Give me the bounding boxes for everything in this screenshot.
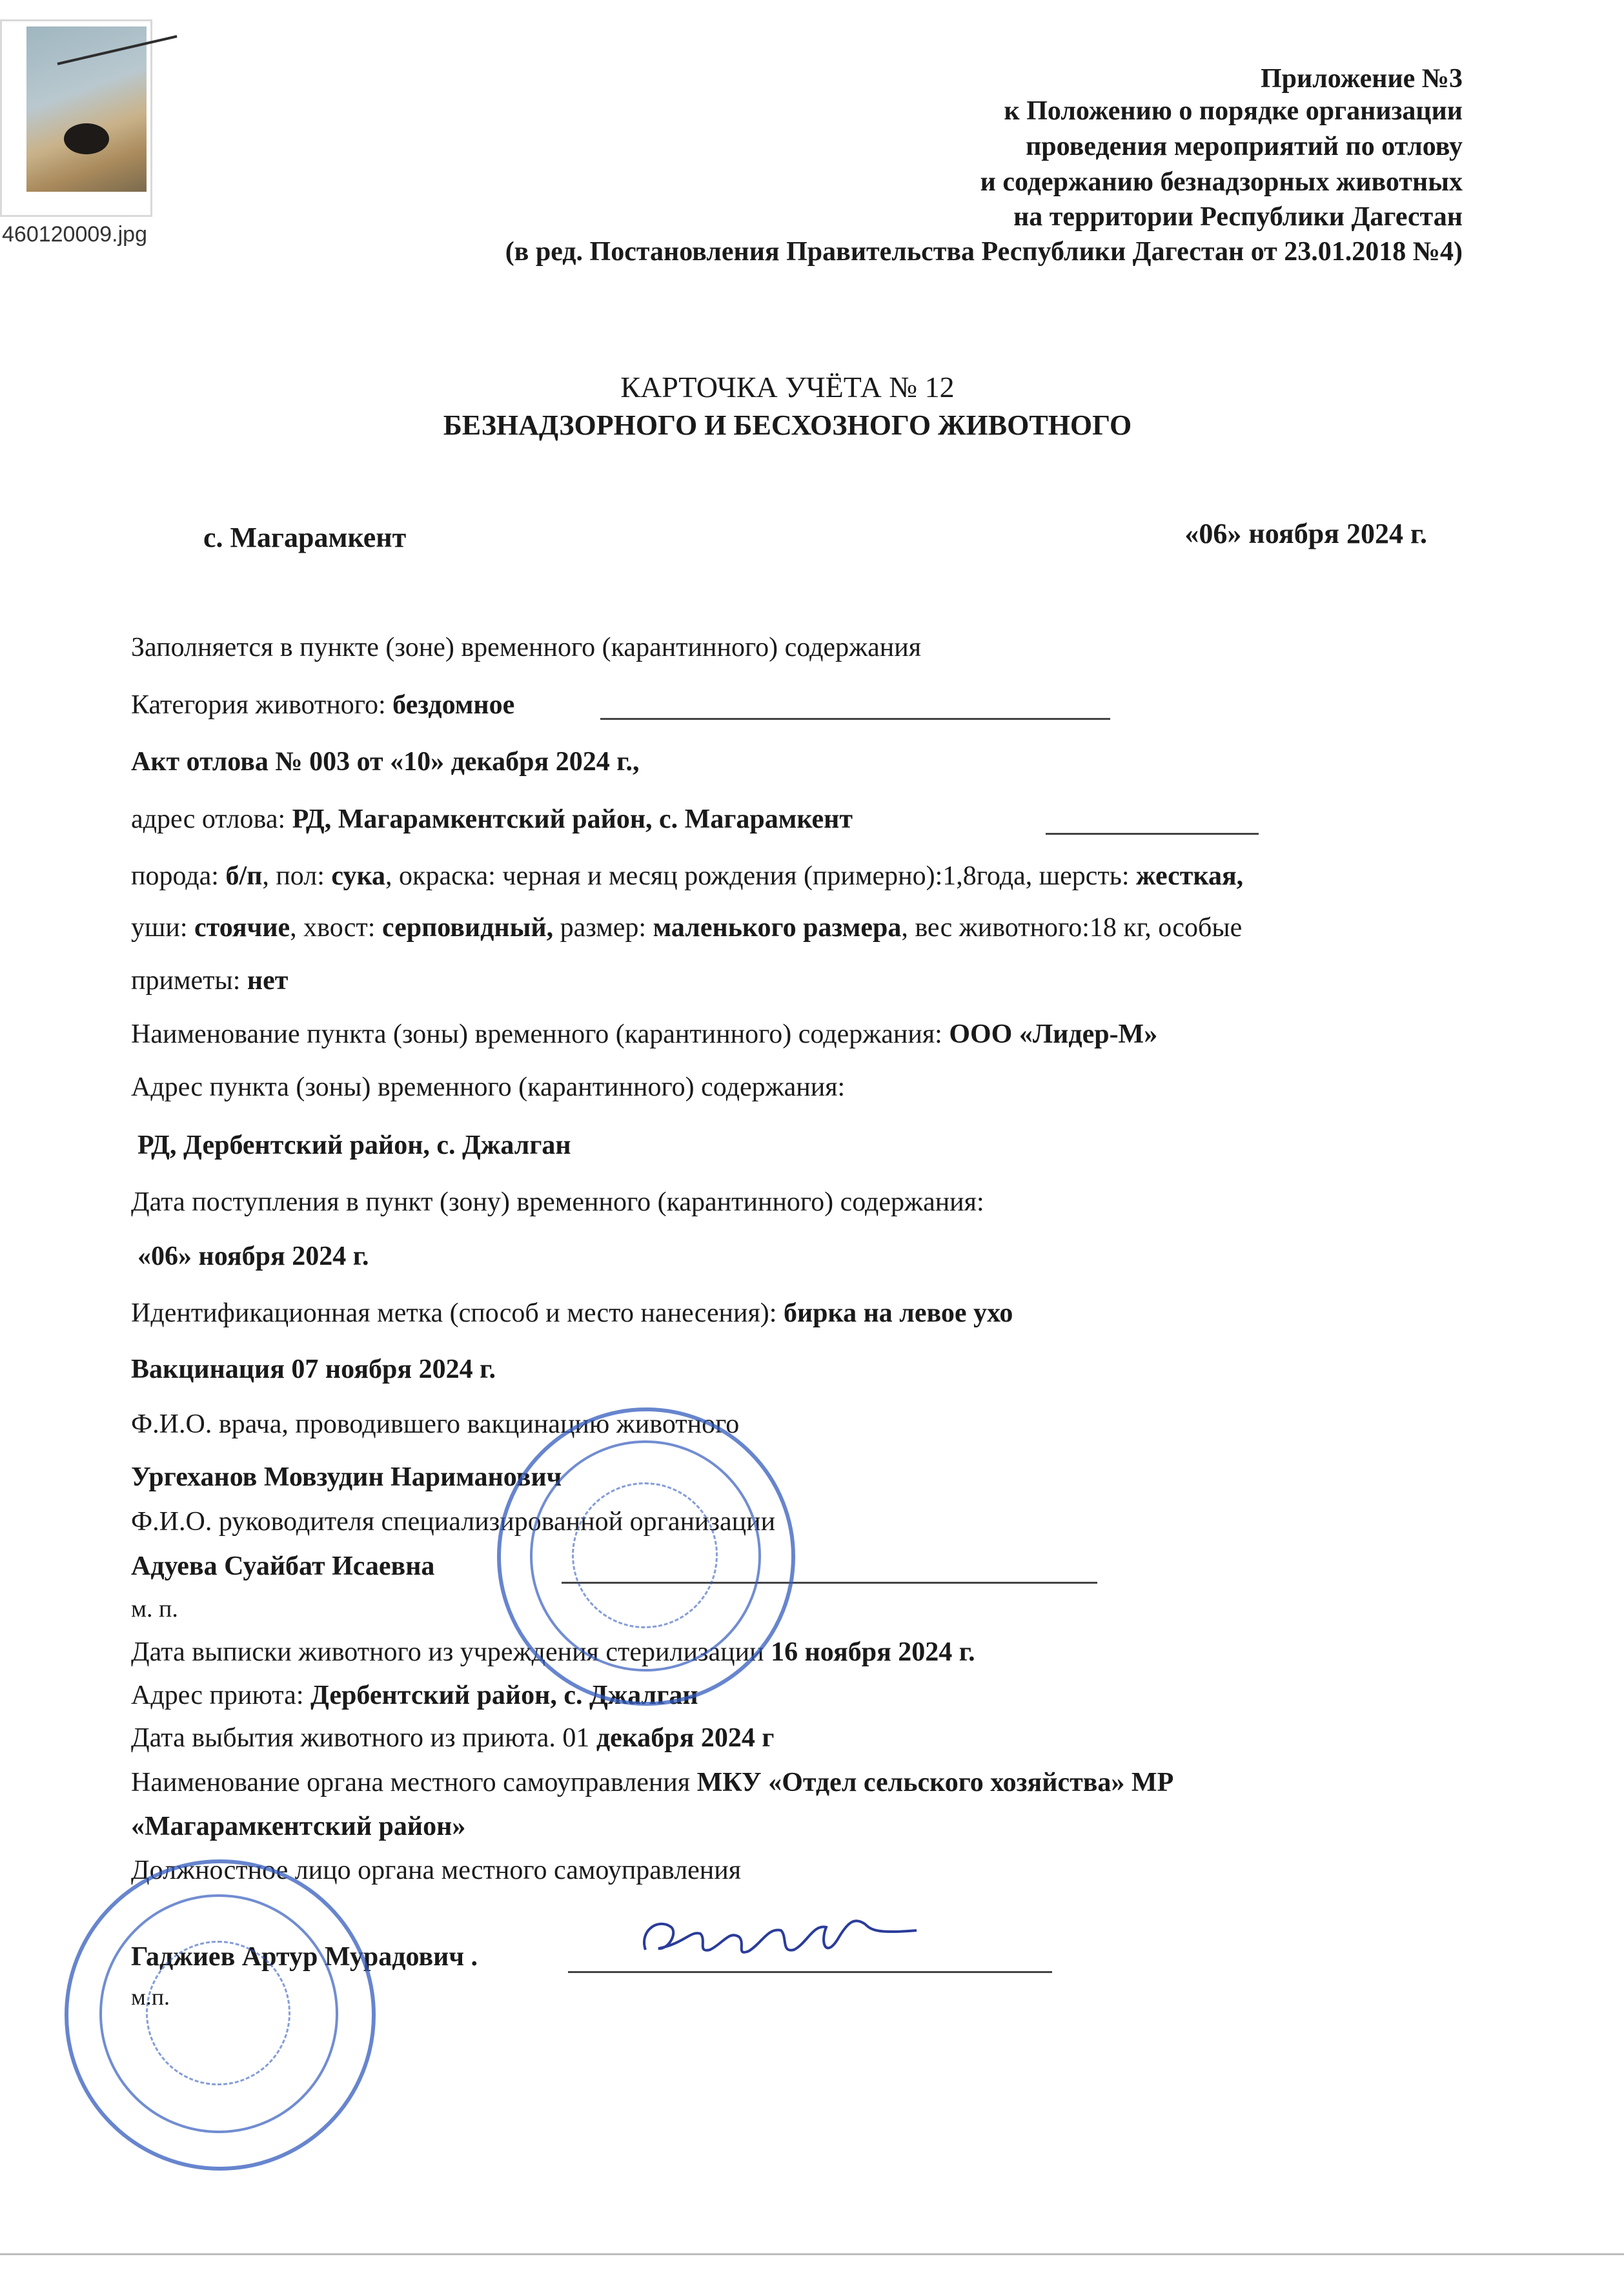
thumbnail-filename: 460120009.jpg: [2, 222, 148, 247]
color-label: , окраска: черная и месяц рождения (примерно):: [385, 861, 943, 891]
shelter-address-value: РД, Дербентский район, с. Джалган: [137, 1130, 571, 1160]
description-row-2: [131, 912, 1242, 943]
description-row-1: [131, 861, 1243, 892]
official-name: Гаджиев Артур Мурадович .: [131, 1942, 478, 1972]
official-label: Должностное лицо органа местного самоуправления: [131, 1856, 742, 1885]
shelter-value: Дербентский район, с. Джалган: [310, 1681, 698, 1710]
discharge-label: Дата выписки животного из учреждения стерилизации: [131, 1637, 771, 1667]
authority-row: [131, 1767, 1173, 1798]
catch-act: Акт отлова № 003 от «10» декабря 2024 г.,: [131, 747, 640, 777]
shelter-address-label: Адрес пункта (зоны) временного (карантинного) содержания:: [131, 1072, 846, 1102]
authority-value: МКУ «Отдел сельского хозяйства» МР: [696, 1768, 1174, 1797]
size-value: маленького размера: [653, 913, 902, 943]
header-line-2: проведения мероприятий по отлову: [1026, 132, 1463, 161]
appendix-number: Приложение №3: [1260, 64, 1463, 94]
photo-detail: [57, 35, 178, 65]
header-line-5: (в ред. Постановления Правительства Республики Дагестан от 23.01.2018 №4): [505, 237, 1463, 267]
id-mark-value: бирка на левое ухо: [783, 1298, 1013, 1328]
age-value: 1,8года: [942, 861, 1026, 891]
category-value: бездомное: [392, 690, 515, 720]
arrival-date-label: Дата поступления в пункт (зону) временного (карантинного) содержания:: [131, 1187, 984, 1217]
shelter-label: Адрес приюта:: [131, 1681, 310, 1710]
dog-photo: [26, 26, 147, 192]
leave-label: Дата выбытия животного из приюта. 01: [131, 1723, 596, 1753]
vaccination: Вакцинация 07 ноября 2024 г.: [131, 1355, 496, 1384]
leave-value: декабря 2024 г: [596, 1723, 775, 1753]
marks-value: нет: [247, 966, 289, 996]
sex-value: сука: [331, 861, 386, 891]
place: с. Магарамкент: [203, 522, 407, 553]
breed-label: порода:: [131, 861, 226, 891]
stamp-place-2: м.п.: [131, 1984, 170, 2010]
category-underline: [600, 718, 1110, 720]
arrival-date-value: «06» ноября 2024 г.: [137, 1242, 369, 1271]
header-line-3: и содержанию безнадзорных животных: [980, 167, 1463, 197]
vet-name: Ургеханов Мовзудин Нариманович: [131, 1462, 562, 1492]
head-label: Ф.И.О. руководителя специализированной организации: [131, 1507, 776, 1537]
tail-label: , хвост:: [290, 913, 382, 943]
head-name: Адуева Суайбат Исаевна: [131, 1551, 435, 1581]
category-label: Категория животного:: [131, 690, 393, 720]
catch-address-value: РД, Магарамкентский район, с. Магарамкент: [292, 804, 853, 834]
header-line-4: на территории Республики Дагестан: [1013, 202, 1463, 232]
ears-value: стоячие: [194, 913, 290, 943]
shelter-name-row: [131, 1019, 1157, 1050]
leave-row: [131, 1723, 774, 1754]
ears-label: уши:: [131, 913, 194, 943]
authority-stamp: [65, 1859, 376, 2171]
vet-label: Ф.И.О. врача, проводившего вакцинацию животного: [131, 1409, 740, 1439]
id-mark-row: [131, 1298, 1013, 1329]
card-date: «06» ноября 2024 г.: [1184, 518, 1427, 549]
tail-value: серповидный,: [381, 913, 554, 943]
header-line-1: к Положению о порядке организации: [1004, 96, 1463, 126]
image-thumbnail: [0, 19, 152, 247]
marks-row: [131, 965, 288, 996]
fur-label: , шерсть:: [1025, 861, 1137, 891]
size-label: размер:: [553, 913, 653, 943]
page-edge: [0, 2253, 1624, 2255]
authority-label: Наименование органа местного самоуправления: [131, 1768, 697, 1797]
marks-label: приметы:: [131, 966, 247, 996]
shelter-name-value: ООО «Лидер-М»: [949, 1019, 1158, 1049]
catch-address-label: адрес отлова:: [131, 804, 292, 834]
breed-value: б/п: [225, 861, 263, 891]
authority-value-cont: «Магарамкентский район»: [131, 1812, 466, 1841]
fur-value: жесткая,: [1136, 861, 1244, 891]
discharge-value: 16 ноября 2024 г.: [771, 1637, 975, 1667]
address-underline: [1046, 833, 1259, 835]
weight-label: , вес животного:18 кг, особые: [901, 913, 1243, 943]
organization-stamp: [497, 1407, 795, 1706]
card-title: КАРТОЧКА УЧЁТА № 12: [620, 371, 955, 404]
handwritten-signature: [633, 1905, 929, 1976]
catch-address-row: [131, 804, 853, 835]
id-mark-label: Идентификационная метка (способ и место нанесения):: [131, 1298, 784, 1328]
filled-in-note: Заполняется в пункте (зоне) временного (карантинного) содержания: [131, 633, 922, 662]
card-subtitle: БЕЗНАДЗОРНОГО И БЕСХОЗНОГО ЖИВОТНОГО: [443, 409, 1132, 441]
stamp-place-1: м. п.: [131, 1595, 178, 1622]
shelter-name-label: Наименование пункта (зоны) временного (карантинного) содержания:: [131, 1019, 949, 1049]
sex-label: , пол:: [262, 861, 332, 891]
dog-figure: [64, 123, 109, 154]
category-row: [131, 690, 514, 721]
